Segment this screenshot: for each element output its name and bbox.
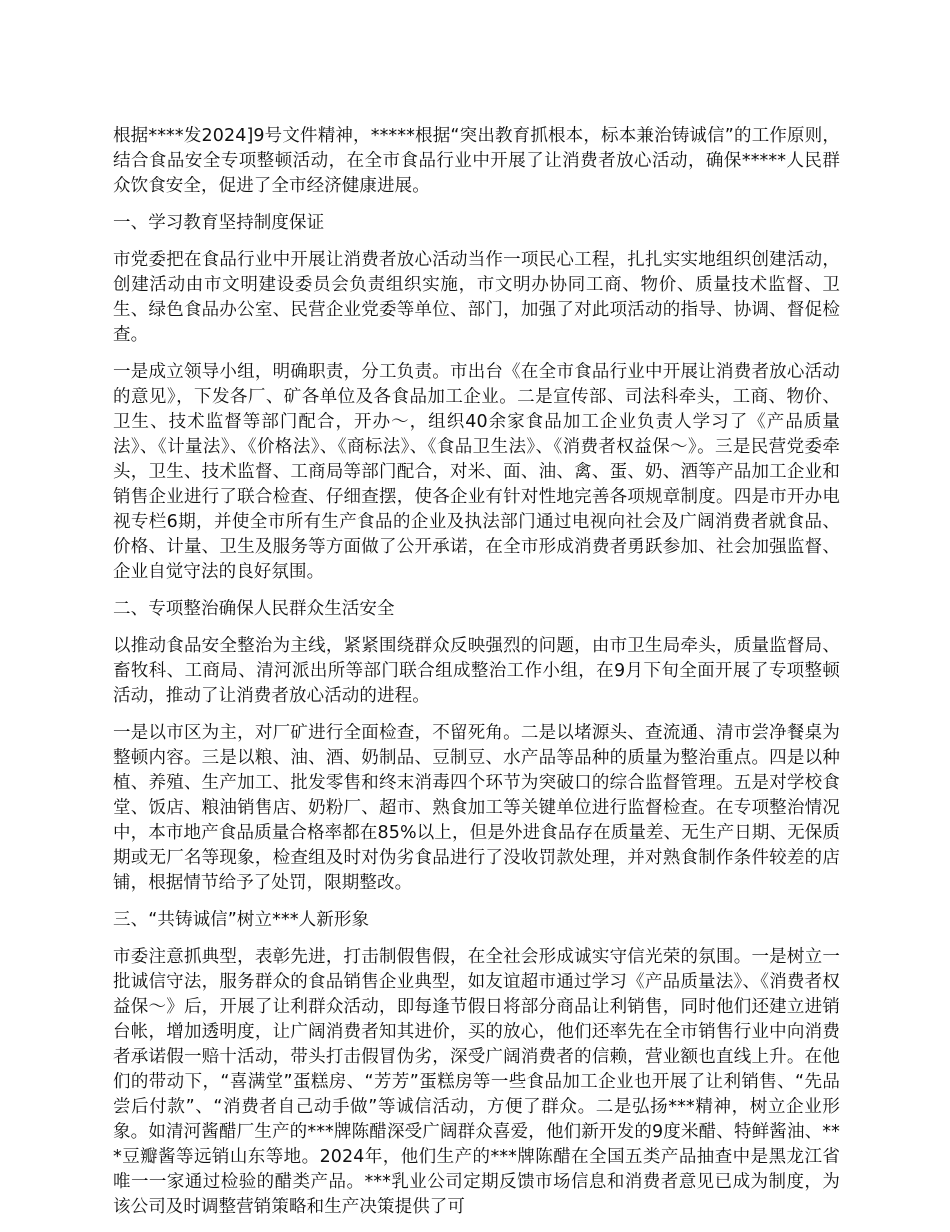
section-2-heading: 二、专项整治确保人民群众生活安全 — [113, 599, 395, 619]
section-1-paragraph-2: 一是成立领导小组，明确职责，分工负责。市出台《在全市食品行业中开展让消费者放心活动的意见》，下发各厂、矿各单位及各食品加工企业。二是宣传部、司法科牵头，工商、物价、卫生、技术监督等部门配合，开办～，组织40余家食品加工企业负责人学习了《产品质量法》、《计量法》、《价格法》、《商标法》、《食品卫生法》、《消费者权益保～》。三是民营党委牵头，卫生、技术监督、工商局等部门配合，对米、面、油、禽、蛋、奶、酒等产品加工企业和销售企业进行了联合检查、仔细查摆，使各企业有针对性地完善各项规章制度。四是市开办电视专栏6期，并使全市所有生产食品的企业及执法部门通过电视向社会及广阔消费者就食品、价格、计量、卫生及服务等方面做了公开承诺，在全市形成消费者勇跃参加、社会加强监督、企业自觉守法的良好氛围。 — [113, 362, 840, 582]
section-2-paragraph-1: 以推动食品安全整治为主线，紧紧围绕群众反映强烈的问题，由市卫生局牵头，质量监督局、畜牧科、工商局、清河派出所等部门联合组成整治工作小组，在9月下旬全面开展了专项整顿活动，推动了让消费者放心活动的进程。 — [113, 636, 840, 706]
section-1-heading: 一、学习教育坚持制度保证 — [113, 213, 325, 233]
section-3-paragraph-1: 市委注意抓典型，表彰先进，打击制假售假，在全社会形成诚实守信光荣的氛围。一是树立一批诚信守法，服务群众的食品销售企业典型，如友谊超市通过学习《产品质量法》、《消费者权益保～》后，开展了让利群众活动，即每逢节假日将部分商品让利销售，同时他们还建立进销台帐，增加透明度，让广阔消费者知其进价，买的放心，他们还率先在全市销售行业中向消费者承诺假一赔十活动，带头打击假冒伪劣，深受广阔消费者的信赖，营业额也直线上升。在他们的带动下，“喜满堂”蛋糕房、“芳芳”蛋糕房等一些食品加工企业也开展了让利销售、“先品尝后付款”、“消费者自己动手做”等诚信活动，方便了群众。二是弘扬***精神，树立企业形象。如清河酱醋厂生产的***牌陈醋深受广阔群众喜爱，他们新开发的9度米醋、特鲜酱油、***豆瓣酱等远销山东等地。2024年，他们生产的***牌陈醋在全国五类产品抽查中是黑龙江省唯一一家通过检验的醋类产品。***乳业公司定期反馈市场信息和消费者意见已成为制度，为该公司及时调整营销策略和生产决策提供了可 — [113, 947, 840, 1217]
intro-paragraph: 根据****发2024]9号文件精神，*****根据“突出教育抓根本，标本兼治铸诚信”的工作原则，结合食品安全专项整顿活动，在全市食品行业中开展了让消费者放心活动，确保*****人民群众饮食安全，促进了全市经济健康进展。 — [113, 126, 840, 196]
section-2-paragraph-2: 一是以市区为主，对厂矿进行全面检查，不留死角。二是以堵源头、查流通、清市尝净餐桌为整顿内容。三是以粮、油、酒、奶制品、豆制豆、水产品等品种的质量为整治重点。四是以种植、养殖、生产加工、批发零售和终末消毒四个环节为突破口的综合监督管理。五是对学校食堂、饭店、粮油销售店、奶粉厂、超市、熟食加工等关键单位进行监督检查。在专项整治情况中，本市地产食品质量合格率都在85%以上，但是外进食品存在质量差、无生产日期、无保质期或无厂名等现象，检查组及时对伪劣食品进行了没收罚款处理，并对熟食制作条件较差的店铺，根据情节给予了处罚，限期整改。 — [113, 723, 840, 893]
document-page — [113, 124, 840, 1232]
section-3-heading: 三、“共铸诚信”树立***人新形象 — [113, 910, 370, 930]
section-1-paragraph-1: 市党委把在食品行业中开展让消费者放心活动当作一项民心工程，扎扎实实地组织创建活动，创建活动由市文明建设委员会负责组织实施，市文明办协同工商、物价、质量技术监督、卫生、绿色食品办公室、民营企业党委等单位、部门，加强了对此项活动的指导、协调、督促检查。 — [113, 250, 840, 345]
